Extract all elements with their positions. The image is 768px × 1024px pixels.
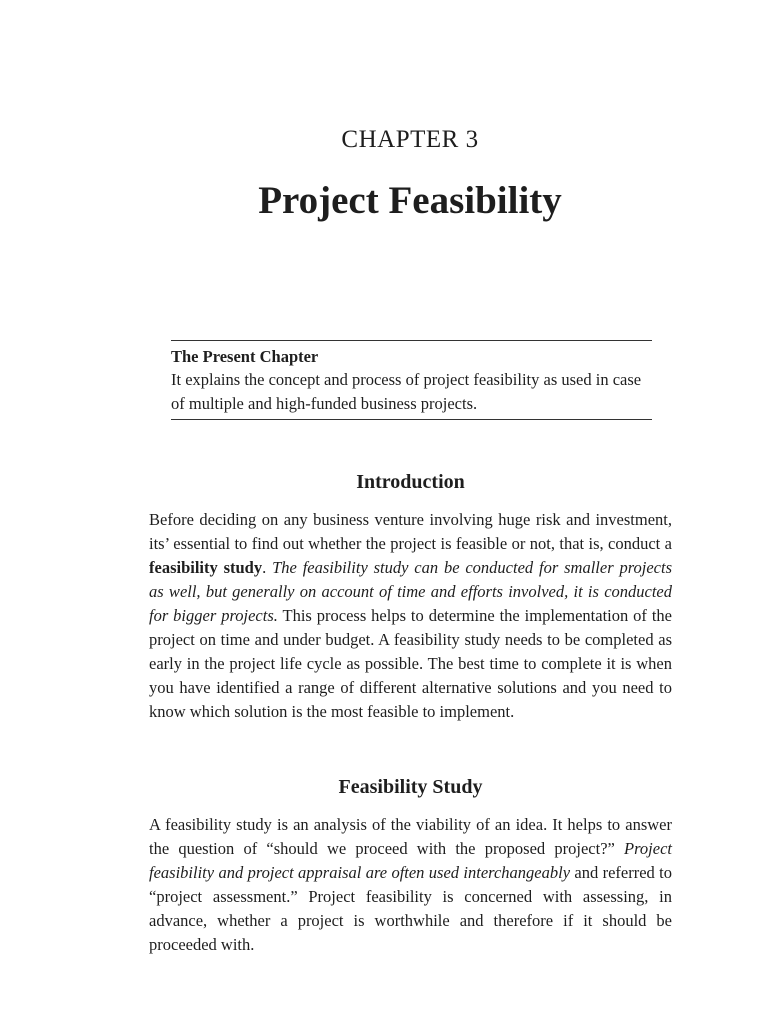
feasibility-study-paragraph <box>149 813 672 957</box>
chapter-title: Project Feasibility <box>258 179 562 222</box>
fs-italic-text: Project feasibility and project appraisal are often used interchangeably <box>149 839 672 882</box>
chapter-label: CHAPTER 3 <box>341 126 479 153</box>
chapter-summary-box <box>171 340 652 420</box>
introduction-paragraph <box>149 508 672 724</box>
intro-italic-text: The feasibility study can be conducted for smaller projects as well, but generally on account of time and efforts involved, it is conducted for bigger projects. <box>149 558 672 625</box>
fs-text-a: A feasibility study is an analysis of the viability of an idea. It helps to answer the question of “should we proceed with the proposed project?” <box>149 815 672 858</box>
introduction-heading: Introduction <box>356 471 465 493</box>
summary-text: It explains the concept and process of project feasibility as used in case of multiple and high-funded business projects. <box>171 370 642 413</box>
intro-bold-term: feasibility study <box>149 558 263 577</box>
intro-text-b: . <box>262 558 273 577</box>
feasibility-study-heading: Feasibility Study <box>338 776 483 798</box>
intro-text-c: This process helps to determine the implementation of the project on time and under budget. A feasibility study needs to be completed as early in the project life cycle as possible. The best time to complete it is when you have identified a range of different alternative solutions and you need to know which solution is the most feasible to implement. <box>149 606 672 721</box>
summary-heading: The Present Chapter <box>171 347 319 366</box>
fs-text-b: and referred to “project assessment.” Project feasibility is concerned with assessing, in advance, whether a project is worthwhile and therefore if it should be proceeded with. <box>149 863 672 954</box>
intro-text-a: Before deciding on any business venture involving huge risk and investment, its’ essential to find out whether the project is feasible or not, that is, conduct a <box>149 510 672 553</box>
